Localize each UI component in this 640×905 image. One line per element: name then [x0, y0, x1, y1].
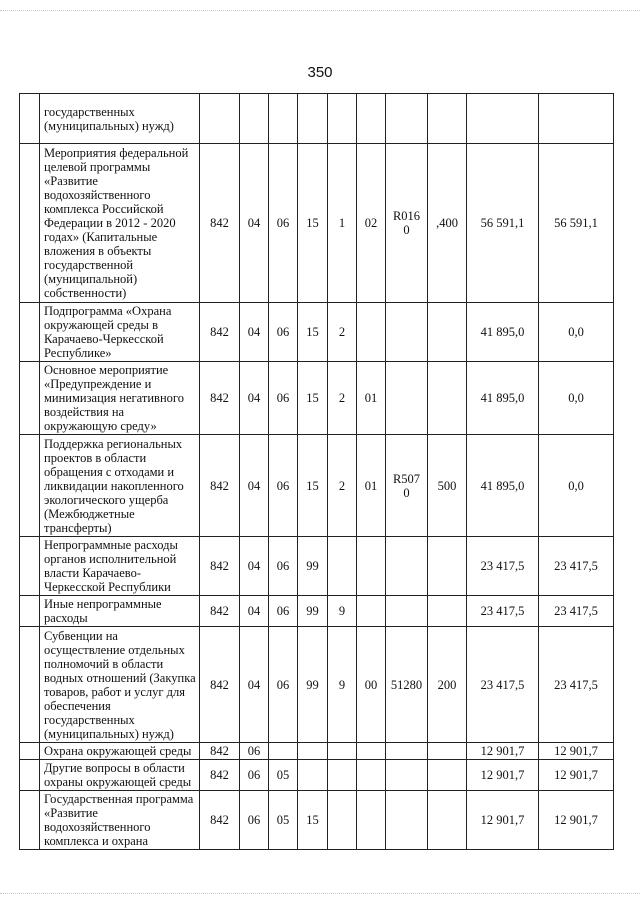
code-direction [386, 596, 428, 627]
row-marker [20, 435, 40, 537]
expense-name: Основное мероприятие «Предупреждение и минимизация негативного воздействия на окружающую среду» [40, 362, 200, 435]
code-section: 06 [240, 760, 269, 791]
scan-edge-bottom [0, 893, 640, 895]
budget-table [19, 93, 614, 850]
amount-year-2: 0,0 [539, 435, 614, 537]
code-event [357, 537, 386, 596]
row-marker [20, 791, 40, 850]
amount-year-2 [539, 94, 614, 144]
code-subsection: 06 [269, 627, 298, 743]
code-type [428, 760, 467, 791]
table-row [20, 791, 614, 850]
table-row [20, 627, 614, 743]
code-program [298, 94, 328, 144]
amount-year-2: 56 591,1 [539, 144, 614, 303]
scan-edge-top [0, 10, 640, 12]
amount-year-2: 0,0 [539, 303, 614, 362]
amount-year-2: 23 417,5 [539, 627, 614, 743]
code-direction: R016 0 [386, 144, 428, 303]
code-ministry: 842 [200, 627, 240, 743]
code-type [428, 362, 467, 435]
expense-name: Государственная программа «Развитие водохозяйственного комплекса и охрана [40, 791, 200, 850]
table-row [20, 435, 614, 537]
amount-year-1: 23 417,5 [467, 627, 539, 743]
code-type [428, 743, 467, 760]
code-direction: R507 0 [386, 435, 428, 537]
code-type: 200 [428, 627, 467, 743]
code-subprogram: 2 [328, 362, 357, 435]
code-section: 04 [240, 144, 269, 303]
code-type [428, 791, 467, 850]
code-subprogram: 2 [328, 435, 357, 537]
code-subsection: 06 [269, 362, 298, 435]
amount-year-2: 12 901,7 [539, 791, 614, 850]
code-type [428, 537, 467, 596]
code-ministry: 842 [200, 596, 240, 627]
code-direction [386, 362, 428, 435]
row-marker [20, 743, 40, 760]
code-direction [386, 537, 428, 596]
code-program: 99 [298, 596, 328, 627]
code-section [240, 94, 269, 144]
code-ministry: 842 [200, 791, 240, 850]
code-section: 04 [240, 596, 269, 627]
code-subsection: 06 [269, 537, 298, 596]
code-section: 06 [240, 743, 269, 760]
amount-year-2: 23 417,5 [539, 596, 614, 627]
expense-name: Иные непрограммные расходы [40, 596, 200, 627]
amount-year-1: 41 895,0 [467, 362, 539, 435]
table-row [20, 596, 614, 627]
expense-name: Подпрограмма «Охрана окружающей среды в Карачаево-Черкесской Республике» [40, 303, 200, 362]
row-marker [20, 596, 40, 627]
code-direction [386, 303, 428, 362]
expense-name: Другие вопросы в области охраны окружающей среды [40, 760, 200, 791]
code-program: 15 [298, 362, 328, 435]
code-event: 01 [357, 362, 386, 435]
table-row [20, 362, 614, 435]
expense-name: государственных (муниципальных) нужд) [40, 94, 200, 144]
code-ministry [200, 94, 240, 144]
code-program: 15 [298, 144, 328, 303]
code-subprogram [328, 537, 357, 596]
code-subprogram [328, 760, 357, 791]
code-section: 04 [240, 435, 269, 537]
code-subprogram [328, 743, 357, 760]
code-ministry: 842 [200, 362, 240, 435]
code-program: 15 [298, 791, 328, 850]
amount-year-1: 41 895,0 [467, 435, 539, 537]
code-type: 500 [428, 435, 467, 537]
code-type: ,400 [428, 144, 467, 303]
code-section: 04 [240, 303, 269, 362]
code-subsection: 06 [269, 303, 298, 362]
code-subprogram: 9 [328, 627, 357, 743]
amount-year-1: 12 901,7 [467, 791, 539, 850]
code-ministry: 842 [200, 435, 240, 537]
code-subprogram [328, 791, 357, 850]
amount-year-1: 12 901,7 [467, 743, 539, 760]
amount-year-2: 0,0 [539, 362, 614, 435]
code-ministry: 842 [200, 760, 240, 791]
code-subprogram: 9 [328, 596, 357, 627]
table-row [20, 94, 614, 144]
table-row [20, 144, 614, 303]
code-subprogram: 1 [328, 144, 357, 303]
amount-year-2: 12 901,7 [539, 743, 614, 760]
code-subsection [269, 743, 298, 760]
expense-name: Поддержка региональных проектов в области обращения с отходами и ликвидации накопленного экологического ущерба (Межбюджетные трансферты) [40, 435, 200, 537]
code-event: 01 [357, 435, 386, 537]
code-ministry: 842 [200, 537, 240, 596]
code-program: 15 [298, 303, 328, 362]
code-subsection: 05 [269, 760, 298, 791]
code-event [357, 791, 386, 850]
code-type [428, 94, 467, 144]
page-number: 350 [307, 64, 333, 81]
code-direction [386, 94, 428, 144]
code-direction [386, 791, 428, 850]
amount-year-1: 41 895,0 [467, 303, 539, 362]
code-event [357, 303, 386, 362]
code-event: 00 [357, 627, 386, 743]
code-subprogram: 2 [328, 303, 357, 362]
code-type [428, 596, 467, 627]
code-type [428, 303, 467, 362]
code-program: 99 [298, 537, 328, 596]
code-ministry: 842 [200, 303, 240, 362]
code-section: 06 [240, 791, 269, 850]
amount-year-2: 23 417,5 [539, 537, 614, 596]
code-subsection [269, 94, 298, 144]
table-row [20, 743, 614, 760]
code-event [357, 94, 386, 144]
code-subsection: 05 [269, 791, 298, 850]
row-marker [20, 760, 40, 791]
code-section: 04 [240, 362, 269, 435]
row-marker [20, 362, 40, 435]
code-subprogram [328, 94, 357, 144]
table-row [20, 303, 614, 362]
code-program: 15 [298, 435, 328, 537]
code-direction: 51280 [386, 627, 428, 743]
row-marker [20, 94, 40, 144]
expense-name: Охрана окружающей среды [40, 743, 200, 760]
code-section: 04 [240, 627, 269, 743]
amount-year-1: 23 417,5 [467, 596, 539, 627]
code-subsection: 06 [269, 144, 298, 303]
amount-year-1: 23 417,5 [467, 537, 539, 596]
code-event [357, 760, 386, 791]
table-row [20, 537, 614, 596]
row-marker [20, 627, 40, 743]
amount-year-1: 12 901,7 [467, 760, 539, 791]
code-ministry: 842 [200, 743, 240, 760]
code-program [298, 760, 328, 791]
table-row [20, 760, 614, 791]
code-subsection: 06 [269, 596, 298, 627]
row-marker [20, 144, 40, 303]
code-event [357, 596, 386, 627]
row-marker [20, 537, 40, 596]
code-event [357, 743, 386, 760]
amount-year-1 [467, 94, 539, 144]
row-marker [20, 303, 40, 362]
code-subsection: 06 [269, 435, 298, 537]
amount-year-2: 12 901,7 [539, 760, 614, 791]
code-event: 02 [357, 144, 386, 303]
expense-name: Мероприятия федеральной целевой программы «Развитие водохозяйственного комплекса Российской Федерации в 2012 - 2020 годах» (Капитальные вложения в объекты государственной (муниципальной) собственности) [40, 144, 200, 303]
expense-name: Непрограммные расходы органов исполнительной власти Карачаево-Черкесской Республики [40, 537, 200, 596]
code-program [298, 743, 328, 760]
code-ministry: 842 [200, 144, 240, 303]
amount-year-1: 56 591,1 [467, 144, 539, 303]
code-section: 04 [240, 537, 269, 596]
code-direction [386, 760, 428, 791]
code-program: 99 [298, 627, 328, 743]
expense-name: Субвенции на осуществление отдельных полномочий в области водных отношений (Закупка товаров, работ и услуг для обеспечения государственных (муниципальных) нужд) [40, 627, 200, 743]
code-direction [386, 743, 428, 760]
